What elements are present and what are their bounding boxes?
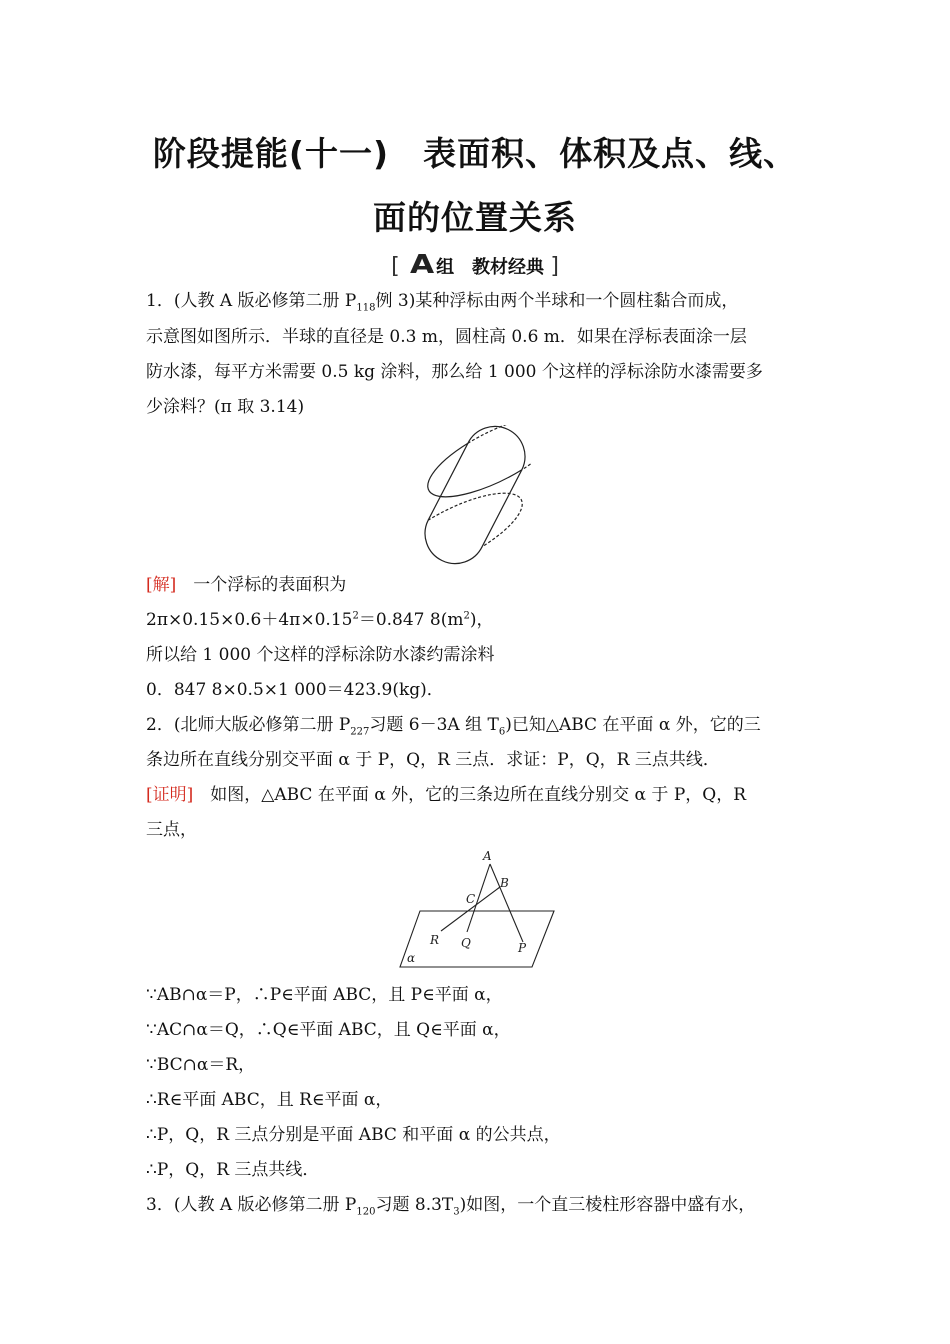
q2-line-2: 条边所在直线分别交平面 α 于 P，Q，R 三点．求证：P，Q，R 三点共线． (146, 750, 720, 770)
group-badge (0, 250, 950, 280)
sol1-line-4: 0．847 8×0.5×1 000＝423.9(kg)． (146, 680, 444, 700)
label-alpha: α (407, 951, 416, 965)
label-P: P (518, 941, 527, 955)
proof2-line-1: [证明] 如图，△ABC 在平面 α 外，它的三条边所在直线分别交 α 于 P，Q，R (146, 785, 746, 805)
q1-line-2: 示意图如图所示．半球的直径是 0.3 m，圆柱高 0.6 m．如果在浮标表面涂一层 (146, 327, 747, 347)
buoy-top-hemisphere (468, 426, 525, 469)
proof2-tag: [证明] (146, 785, 194, 805)
sol1-line-2: $2\pi\times 0.15\times 0.6+4\pi\times 0.15^2=0.847$ $8(m^2)$， (146, 610, 494, 630)
buoy-top-ellipse-front (428, 443, 522, 497)
buoy-figure (420, 425, 532, 565)
plane-alpha (400, 911, 554, 967)
sol1-tag: [解] (146, 575, 177, 595)
q2-line-1: 2．(北师大版必修第二册 $P_{227}$习题 6－3A 组 $T_6$)已知△ABC 在平面 α 外，它的三 (146, 715, 761, 738)
proof2-step-3: ∵BC∩α＝R， (146, 1055, 256, 1075)
proof2-step-5: ∴P，Q，R 三点分别是平面 ABC 和平面 α 的公共点， (146, 1125, 561, 1145)
buoy-side-left (428, 443, 468, 520)
sol1-line-1: [解] 一个浮标的表面积为 (146, 575, 347, 595)
label-A: A (483, 849, 492, 863)
label-R: R (430, 933, 440, 947)
plane-triangle-figure (398, 848, 558, 970)
group-open-bracket: [ (391, 254, 400, 279)
q3-line-1: 3．(人教 A 版必修第二册 $P_{120}$习题 $8.3T_3$)如图，一个直三棱柱形容器中盛有水， (146, 1195, 756, 1218)
proof2-step-6: ∴P，Q，R 三点共线． (146, 1160, 320, 1180)
label-Q: Q (461, 936, 471, 950)
proof2-step-1: ∵AB∩α＝P，∴P∈平面 ABC，且 P∈平面 α， (146, 985, 503, 1005)
group-letter: A (409, 250, 435, 280)
label-B: B (500, 876, 509, 890)
buoy-bottom-ellipse-back (428, 493, 522, 547)
q1-line-4: 少涂料？(π 取 3.14) (146, 397, 305, 417)
label-C: C (466, 892, 476, 906)
buoy-bottom-hemisphere (425, 520, 482, 563)
sol1-line-3: 所以给 1 000 个这样的浮标涂防水漆约需涂料 (146, 645, 495, 665)
proof2-step-4: ∴R∈平面 ABC，且 R∈平面 α， (146, 1090, 393, 1110)
group-close-bracket: ] (550, 254, 559, 279)
q1-line-1: 1．(人教 A 版必修第二册 $P_{118}$例 3)某种浮标由两个半球和一个圆柱黏合而成， (146, 291, 739, 314)
group-label: 组 教材经典 (436, 257, 545, 278)
page-title-line-1: 阶段提能(十一) 表面积、体积及点、线、 (152, 134, 798, 173)
proof2-step-2: ∵AC∩α＝Q，∴Q∈平面 ABC，且 Q∈平面 α， (146, 1020, 511, 1040)
q1-line-3: 防水漆，每平方米需要 0.5 kg 涂料，那么给 1 000 个这样的浮标涂防水漆需要多 (146, 362, 763, 382)
proof2-line-2: 三点， (146, 820, 197, 840)
page-title-line-2: 面的位置关系 (373, 198, 577, 237)
